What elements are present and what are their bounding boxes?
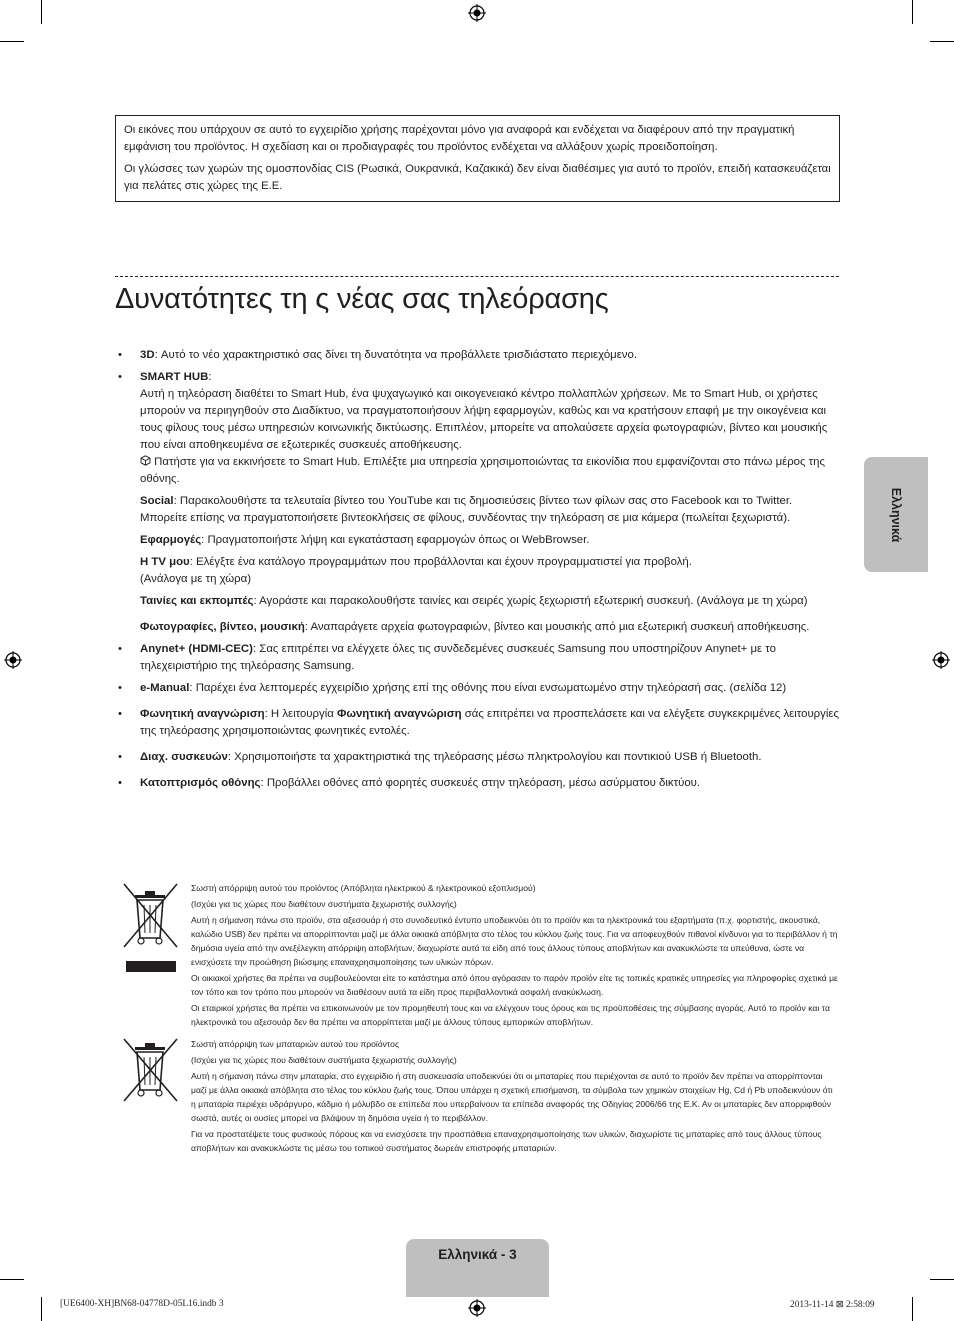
page-number-tab [406,1239,549,1297]
bullet: • [118,751,122,763]
feature-label: SMART HUB [140,371,209,383]
weee-text [191,881,839,1031]
smart-hub-movies [140,593,839,610]
registration-mark-icon [4,651,22,669]
feature-device-manager [115,749,839,766]
sub-label: Εφαρμογές [140,534,202,546]
sub-text: : Αναπαράγετε αρχεία φωτογραφιών, βίντεο και μουσικής από μια εξωτερική συσκευή αποθήκευσης. [304,621,810,633]
weee-battery-section [115,1037,839,1167]
sub-label: Social [140,495,174,507]
weee-paragraph: Αυτή η σήμανση πάνω στην μπαταρία, στο εγχειρίδιο ή στη συσκευασία υποδεικνύει ότι οι μπαταρίες που περιέχονται σε αυτό το προϊόν δεν πρέπει να απορρίπτονται μαζί με άλλα οικιακά απόβλητα στο τέλος του κύκλου ζωής τους. Όπου υπάρχει η σχετική επισήμανση, τα σύμβολα των χημικών στοιχείων Hg, Cd ή Pb υποδεικνύουν ότι η μπαταρία περιέχει υδράργυρο, κάδμιο ή μόλυβδο σε επίπεδα που υπερβαίνουν τα επίπεδα αναφοράς της Οδηγίας 2006/66 της Ε.Κ. Αν οι μπαταρίες δεν απορριφθούν σωστά, αυτές οι ουσίες μπορεί να βλάψουν τη δημόσια υγεία ή το περιβάλλον. [191,1071,833,1123]
smart-hub-description: Αυτή η τηλεόραση διαθέτει το Smart Hub, ένα ψυχαγωγικό και οικογενειακό κέντρο πολλαπλών χρήσεων. Με το Smart Hub, οι χρήστες μπορούν να περιηγηθούν στο Διαδίκτυο, να πραγματοποιήσουν λήψη εφαρμογών, καθώς και να κρατήσουν επαφή με την οικογένεια και τους φίλους τους μέσω υπηρεσιών κοινωνικής δικτύωσης. Επιπλέον, μπορείτε να απολαύσετε αρχεία φωτογραφιών, βίντεο και μουσικής που είναι αποθηκευμένα σε εξωτερικές συσκευές αποθήκευσης. [140,388,828,451]
bullet: • [118,682,122,694]
weee-subheading: (Ισχύει για τις χώρες που διαθέτουν συστήματα ξεχωριστής συλλογής) [191,899,457,909]
weee-heading: Σωστή απόρριψη αυτού του προϊόντος (Απόβλητα ηλεκτρικού & ηλεκτρονικού εξοπλισμού) [191,883,536,893]
feature-e-manual [115,680,839,697]
registration-mark-icon [468,1299,486,1317]
feature-voice-recognition [115,706,839,740]
weee-text [191,1037,839,1157]
notice-paragraph: Οι γλώσσες των χωρών της ομοσπονδίας CIS (Ρωσικά, Ουκρανικά, Καζακικά) δεν είναι διαθέσιμες για αυτό το προϊόν, επειδή κατασκευάζεται για πελάτες στις χώρες της Ε.Ε. [124,163,831,192]
weee-heading: Σωστή απόρριψη των μπαταριών αυτού του προϊόντος [191,1039,400,1049]
smart-hub-photos [140,619,839,636]
sub-note: (Ανάλογα με τη χώρα) [140,573,251,585]
language-side-tab [864,457,928,572]
crop-mark [930,41,954,42]
crop-mark [0,1279,24,1280]
smart-hub-social [140,493,839,527]
sub-text: : Ελέγξτε ένα κατάλογο προγραμμάτων που προβάλλονται και έχουν προγραμματιστεί για προβολή. [189,556,692,568]
crop-mark [0,41,24,42]
weee-paragraph: Για να προστατέψετε τους φυσικούς πόρους και να ενισχύσετε την προσπάθεια επαναχρησιμοποίησης των υλικών, διαχωρίστε τις μπαταρίες από τους άλλους τύπους αποβλήτων και ανακυκλώστε τις μέσω του τοπικού συστήματος δωρεάν επιστροφής μπαταριών. [191,1129,822,1153]
smart-hub-button-icon [140,455,151,466]
feature-label: Κατοπτρισμός οθόνης [140,777,261,789]
smart-hub-apps [140,532,839,549]
section-divider [115,276,839,277]
feature-label: e-Manual [140,682,190,694]
features-list [115,347,839,797]
feature-text: σάς επιτρέπει να προσπελάσετε και να ελέγξετε συγκεκριμένες λειτουργίες της τηλεόρασης χρησιμοποιώντας φωνητικές εντολές. [140,708,839,737]
weee-paragraph: Οι οικιακοί χρήστες θα πρέπει να συμβουλεύονται είτε το κατάστημα από όπου αγόρασαν το παρόν προϊόν είτε τις τοπικές κρατικές υπηρεσίες για πληροφορίες σχετικά με τον τόπο και τον τρόπο που μπορούν να διαθέσουν αυτά τα είδη προς περιβαλλοντικά ασφαλή ανακύκλωση. [191,973,838,997]
feature-3d [115,347,839,364]
feature-anynet [115,641,839,675]
sub-label: Ταινίες και εκπομπές [140,595,254,607]
notice-paragraph: Οι εικόνες που υπάρχουν σε αυτό το εγχειρίδιο χρήσης παρέχονται μόνο για αναφορά και ενδέχεται να διαφέρουν από την πραγματική εμφάνιση του προϊόντος. Η σχεδίαση και οι προδιαγραφές του προϊόντος ενδέχεται να αλλάξουν χωρίς προειδοποίηση. [124,124,795,153]
feature-text: : Αυτό το νέο χαρακτηριστικό σας δίνει τη δυνατότητα να προβάλλετε τρισδιάστατο περιεχόμενο. [154,349,637,361]
feature-smart-hub [115,369,839,636]
feature-text: : Σας επιτρέπει να ελέγχετε όλες τις συνδεδεμένες συσκευές Samsung που υποστηρίζουν Anynet+ με το τηλεχειριστήριο της τηλεόρασης Samsung. [140,643,776,672]
feature-label: 3D [140,349,155,361]
crop-mark [912,1297,913,1321]
smart-hub-my-tv [140,554,839,588]
weee-paragraph: Οι εταιρικοί χρήστες θα πρέπει να επικοινωνούν με τον προμηθευτή τους και να ελέγχουν τους όρους και τις προϋποθέσεις της σύμβασης αγοράς. Αυτό το προϊόν και τα ηλεκτρονικά του αξεσουάρ δεν θα πρέπει να απορρίπτεται μαζί με άλλους τύπους εμπορικών αποβλήτων. [191,1003,830,1027]
feature-colon: : [208,371,212,383]
crop-mark [41,1297,42,1321]
sub-text: : Αγοράστε και παρακολουθήστε ταινίες και σειρές χωρίς ξεχωριστή εξωτερική συσκευή. (Ανάλογα με τη χώρα) [253,595,808,607]
sub-text: : Πραγματοποιήστε λήψη και εγκατάσταση εφαρμογών όπως οι WebBrowser. [201,534,590,546]
feature-text: : Παρέχει ένα λεπτομερές εγχειρίδιο χρήσης επί της οθόνης που είναι ενσωματωμένο στην τηλεόρασή σας. (σελίδα 12) [189,682,787,694]
bullet: • [118,371,122,383]
feature-label: Φωνητική αναγνώριση [140,708,265,720]
feature-label-inline: Φωνητική αναγνώριση [336,708,462,720]
crossed-bin-icon [121,881,181,973]
bullet: • [118,708,122,720]
page-number: Ελληνικά - 3 [438,1247,517,1262]
bullet: • [118,349,122,361]
hint-text: Πατήστε για να εκκινήσετε το Smart Hub. Επιλέξτε μια υπηρεσία χρησιμοποιώντας τα εικονίδια που εμφανίζονται στο πάνω μέρος της οθόνης. [140,456,825,485]
notice-box [115,115,840,202]
crop-mark [930,1279,954,1280]
bullet: • [118,643,122,655]
sub-label: Φωτογραφίες, βίντεο, μουσική [140,621,305,633]
sub-text: : Παρακολουθήστε τα τελευταία βίντεο του YouTube και τις δημοσιεύσεις βίντεο των φίλων σας στο Facebook και το Twitter. Μπορείτε επίσης να πραγματοποιήσετε βιντεοκλήσεις σε φίλους, συνδέοντας την τηλεόραση σε μια κάμερα (πωλείται ξεχωριστά). [140,495,793,524]
weee-subheading: (Ισχύει για τις χώρες που διαθέτουν συστήματα ξεχωριστής συλλογής) [191,1055,457,1065]
smart-hub-hint [140,454,839,488]
feature-screen-mirroring [115,775,839,792]
registration-mark-icon [468,4,486,22]
sub-label: Η TV μου [140,556,190,568]
feature-label: Anynet+ (HDMI-CEC) [140,643,253,655]
feature-label: Διαχ. συσκευών [140,751,228,763]
bullet: • [118,777,122,789]
weee-product-section [115,881,839,1031]
feature-text: : Χρησιμοποιήστε τα χαρακτηριστικά της τηλεόρασης μέσω πληκτρολογίου και ποντικιού USB ή Bluetooth. [227,751,762,763]
feature-text: : Η λειτουργία [264,708,337,720]
language-side-tab-label: Ελληνικά [889,487,903,542]
registration-mark-icon [932,651,950,669]
crop-mark [41,0,42,24]
page-title: Δυνατότητες τη ς νέας σας τηλεόρασης [115,283,609,315]
footer-timestamp: 2013-11-14 ⊠ 2:58:09 [790,1300,875,1310]
footer-file-name: [UE6400-XH]BN68-04778D-05L16.indb 3 [60,1299,224,1309]
crop-mark [912,0,913,24]
weee-paragraph: Αυτή η σήμανση πάνω στο προϊόν, στα αξεσουάρ ή στο συνοδευτικό έντυπο υποδεικνύει ότι το προϊόν και τα ηλεκτρονικά του εξαρτήματα (π.χ. φορτιστής, ακουστικά, καλώδιο USB) δεν πρέπει να απορρίπτονται μαζί με άλλα οικιακά απόβλητα στο τέλος του κύκλου ζωής τους. Για να αποφευχθούν πιθανοί κίνδυνοι για το περιβάλλον ή τη δημόσια υγεία από την ανεξέλεγκτη απόρριψη αποβλήτων, διαχωρίστε αυτά τα είδη από τους άλλους τύπους αποβλήτων και ανακυκλώστε τα υπεύθυνα, ώστε να ενισχύσετε την προώθηση βιώσιμης επαναχρησιμοποίησης των υλικών πόρων. [191,915,838,967]
crossed-bin-battery-icon [121,1037,181,1107]
feature-text: : Προβάλλει οθόνες από φορητές συσκευές στην τηλεόραση, μέσω ασύρματου δικτύου. [260,777,701,789]
